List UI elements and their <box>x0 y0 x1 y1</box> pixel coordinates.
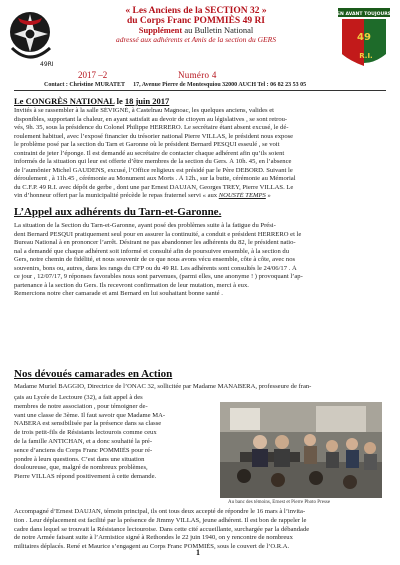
paragraph-line: roulement habituel, avec l’exposé financier du trésorier national Pierre VILLAS, le président nous expose <box>14 132 294 140</box>
cfp-49ri-logo-icon <box>8 8 56 70</box>
paragraph-line: de notre Armée faisant suite à l’Armistice signé à Rethondes le 22 juin 1940, on y rencontre de nombreux <box>14 534 293 542</box>
contact-line <box>44 82 306 88</box>
paragraph-line: membres de notre association , pour témoigner de- <box>14 402 148 410</box>
paragraph-line: contraint de jeter l’éponge. Il est demandé au secrétaire de contacter chaque adhérent afin qu’ils soient <box>14 149 285 157</box>
issue-date: 2017 –2 <box>78 70 108 80</box>
corps-franc-name: du Corps Franc POMMIÈS 49 RI <box>126 16 266 26</box>
supplement-word: Supplément <box>138 25 183 35</box>
paragraph-line: douloureuse, que, malgré de nombreux problèmes, <box>14 464 148 472</box>
49ri-regiment-badge-icon <box>336 6 392 76</box>
paragraph-line: çais au Lycée de Lectoure (32), a fait appel à des <box>14 394 143 401</box>
supplement-rest: au Bulletin National <box>182 25 254 35</box>
paragraph-line: de la famille ANTICHAN, et a donc souhaité la pré- <box>14 437 153 445</box>
contact-address: 17, Avenue Pierre de Montesquiou 32000 AUCH Tel : 06 82 23 53 05 <box>133 82 307 88</box>
paragraph-line: disponibles, supportant la chaleur, en ayant satisfait au devoir de citoyen au législatives , se sont retrou- <box>14 115 288 123</box>
paragraph-line: du C.F.P. 49 R.I. avec dépôt de gerbe , dont une par Ernest DAUJAN, Georges TREY, Pierre VILLAS. Le <box>14 183 294 191</box>
paragraph-line: Invités à se rassembler à la salle SÉVIGNÉ, à Castelnau Magnoac, les quelques anciens, valides et <box>14 107 275 114</box>
paragraph-line: souvenirs, bons ou, autres, dans les rangs du CFP ou du 49 RI. Les adhérents sont consultés le 24/06/17 . À <box>14 264 297 272</box>
header-divider <box>14 90 386 91</box>
left-logo-text: 49RI <box>40 61 54 68</box>
paragraph-line: nal a demandé que chaque adhérent soit informé et consulté afin de poursuivre ensemble, à la section du <box>14 247 290 255</box>
paragraph-line: de trois petit-fils de Résistants lectourois comme ceux <box>14 429 157 437</box>
action-left-column <box>14 394 219 482</box>
page-number: 1 <box>196 548 200 557</box>
paragraph-line-end: » <box>265 192 271 199</box>
congress-paragraph <box>14 107 387 201</box>
paragraph-line: La situation de la Section du Tarn-et-Garonne, ayant posé des problèmes suite à la fatigue du Prési- <box>14 222 276 229</box>
badge-ri: R.I. <box>359 52 373 60</box>
paragraph-line: dent Bernard PESQUI pratiquement seul pour en assurer la continuité, a conduit e président HERRERO et le <box>14 230 302 238</box>
paragraph-line: vant une classe de 3ème. Il faut savoir que Madame MA- <box>14 411 166 419</box>
paragraph-line: sence d’anciens du Corps Franc POMMIÈS pour ré- <box>14 446 153 454</box>
paragraph-line: NABERA est sensibilisée par la présence dans sa classe <box>14 420 162 428</box>
nouste-temps-text: NOUSTÉ TEMPS <box>218 192 266 199</box>
header-titles <box>58 6 334 44</box>
badge-number: 49 <box>357 32 371 43</box>
bulletin-header <box>0 0 400 95</box>
action-bottom-paragraph <box>14 508 387 552</box>
congress-date: 18 juin 2017 <box>124 96 170 106</box>
paragraph-line <box>14 192 387 201</box>
paragraph-line: ce jour , 12/07/17, 9 réponses favorables nous sont parvenues, (parmi elles, une anonyme ! ) provoquant l’ap- <box>14 273 303 280</box>
classroom-photo-image <box>220 402 382 498</box>
action-heading <box>14 368 172 380</box>
classroom-photo <box>220 402 382 498</box>
congress-title: Le CONGRÈS NATIONAL <box>14 96 115 106</box>
issue-number: Numéro 4 <box>178 70 217 80</box>
action-title: Nos dévoués camarades en Action <box>14 368 173 380</box>
paragraph-line: informés de la situation qui leur est offerte d’être membres de la section du Gers. À 10h. 45, en l’absence <box>14 158 292 165</box>
paragraph-line: militaires déplacés. René et Maurice s’engagent au Corps Franc POMMIÈS, sous le couvert de l’O.R.A. <box>14 543 290 551</box>
paragraph-line: pondre à leurs questions. C’est dans une situation <box>14 455 145 463</box>
paragraph-line: Gers, notre chemin de fidélité, et nous souvenir de ce que nous avons vécu ensemble, côte à côte, avec nos <box>14 256 296 263</box>
association-name: « Les Anciens de la SECTION 32 » <box>125 6 267 16</box>
paragraph-line: cadre dans lequel se trouvait la Résistance lectouroise. Dans cette cité accueillante, surchargée par la débandade <box>14 525 310 533</box>
photo-caption: Au banc des témoins, Ernest et Pierre Photo Presse <box>228 500 331 505</box>
congress-heading <box>14 96 169 106</box>
supplement-line <box>58 26 334 35</box>
paragraph-line-start: vin d’honneur offert par la municipalité précède le repas fraternel servi « aux <box>14 192 219 199</box>
appeal-title: L’Appel aux adhérents du Tarn-et-Garonne. <box>14 206 222 218</box>
paragraph-line: Pierre VILLAS répond positivement à cette demande. <box>14 473 157 481</box>
paragraph-line: vés, 9h. 35, sous la présidence du Colonel Philippe HERRERO. Le secrétaire étant absent excusé, le dé- <box>14 124 289 131</box>
paragraph-line: partenance à la section du Gers. Ils recevront confirmation de leur mutation, merci à eux. <box>14 281 249 289</box>
action-intro <box>14 383 387 392</box>
appeal-heading <box>14 206 221 218</box>
paragraph-line: Madame Muriel BAGGIO, Directrice de l’ONAC 32, sollicitée par Madame MANABERA, professeure de fran- <box>14 383 312 390</box>
paragraph-line: Remercions notre cher camarade et ami Bernard en lui souhaitant bonne santé . <box>14 290 223 297</box>
badge-motto: EN AVANT TOUJOURS <box>336 12 392 17</box>
paragraph-line: le problème posé par la section du Tarn et Garonne où le président Bernard PESQUI esseulé , se voit <box>14 141 280 148</box>
appeal-paragraph <box>14 222 387 299</box>
contact-name: Contact : Christine MURATET <box>44 82 126 88</box>
paragraph-line: déroulement , à 11h.45 , cérémonie au Monument aux Morts . À 12h., sur la butte, cérémonie au Mémorial <box>14 175 296 182</box>
congress-title-sep: le <box>114 96 125 106</box>
paragraph-line: tion . Leur déplacement est facilité par la présence de Jimmy VILLAS, jeune adhérent. Il est bon de rappeler le <box>14 516 307 524</box>
paragraph-line: Bureau National à en prononcer l’arrêt. Désirant ne pas abandonner les adhérents du 82, le président natio- <box>14 239 296 246</box>
audience-line: adressé aux adhérents et Amis de la section du GERS <box>116 35 276 44</box>
paragraph-line: de l’aumônier Michel GAUDENS, excusé, l’Office religieux est présidé par le Père DEBORD. Suivant le <box>14 166 293 174</box>
paragraph-line: Accompagné d’Ernest DAUJAN, témoin principal, ils ont tous deux accepté de répondre le 16 mars à l’invita- <box>14 508 306 515</box>
